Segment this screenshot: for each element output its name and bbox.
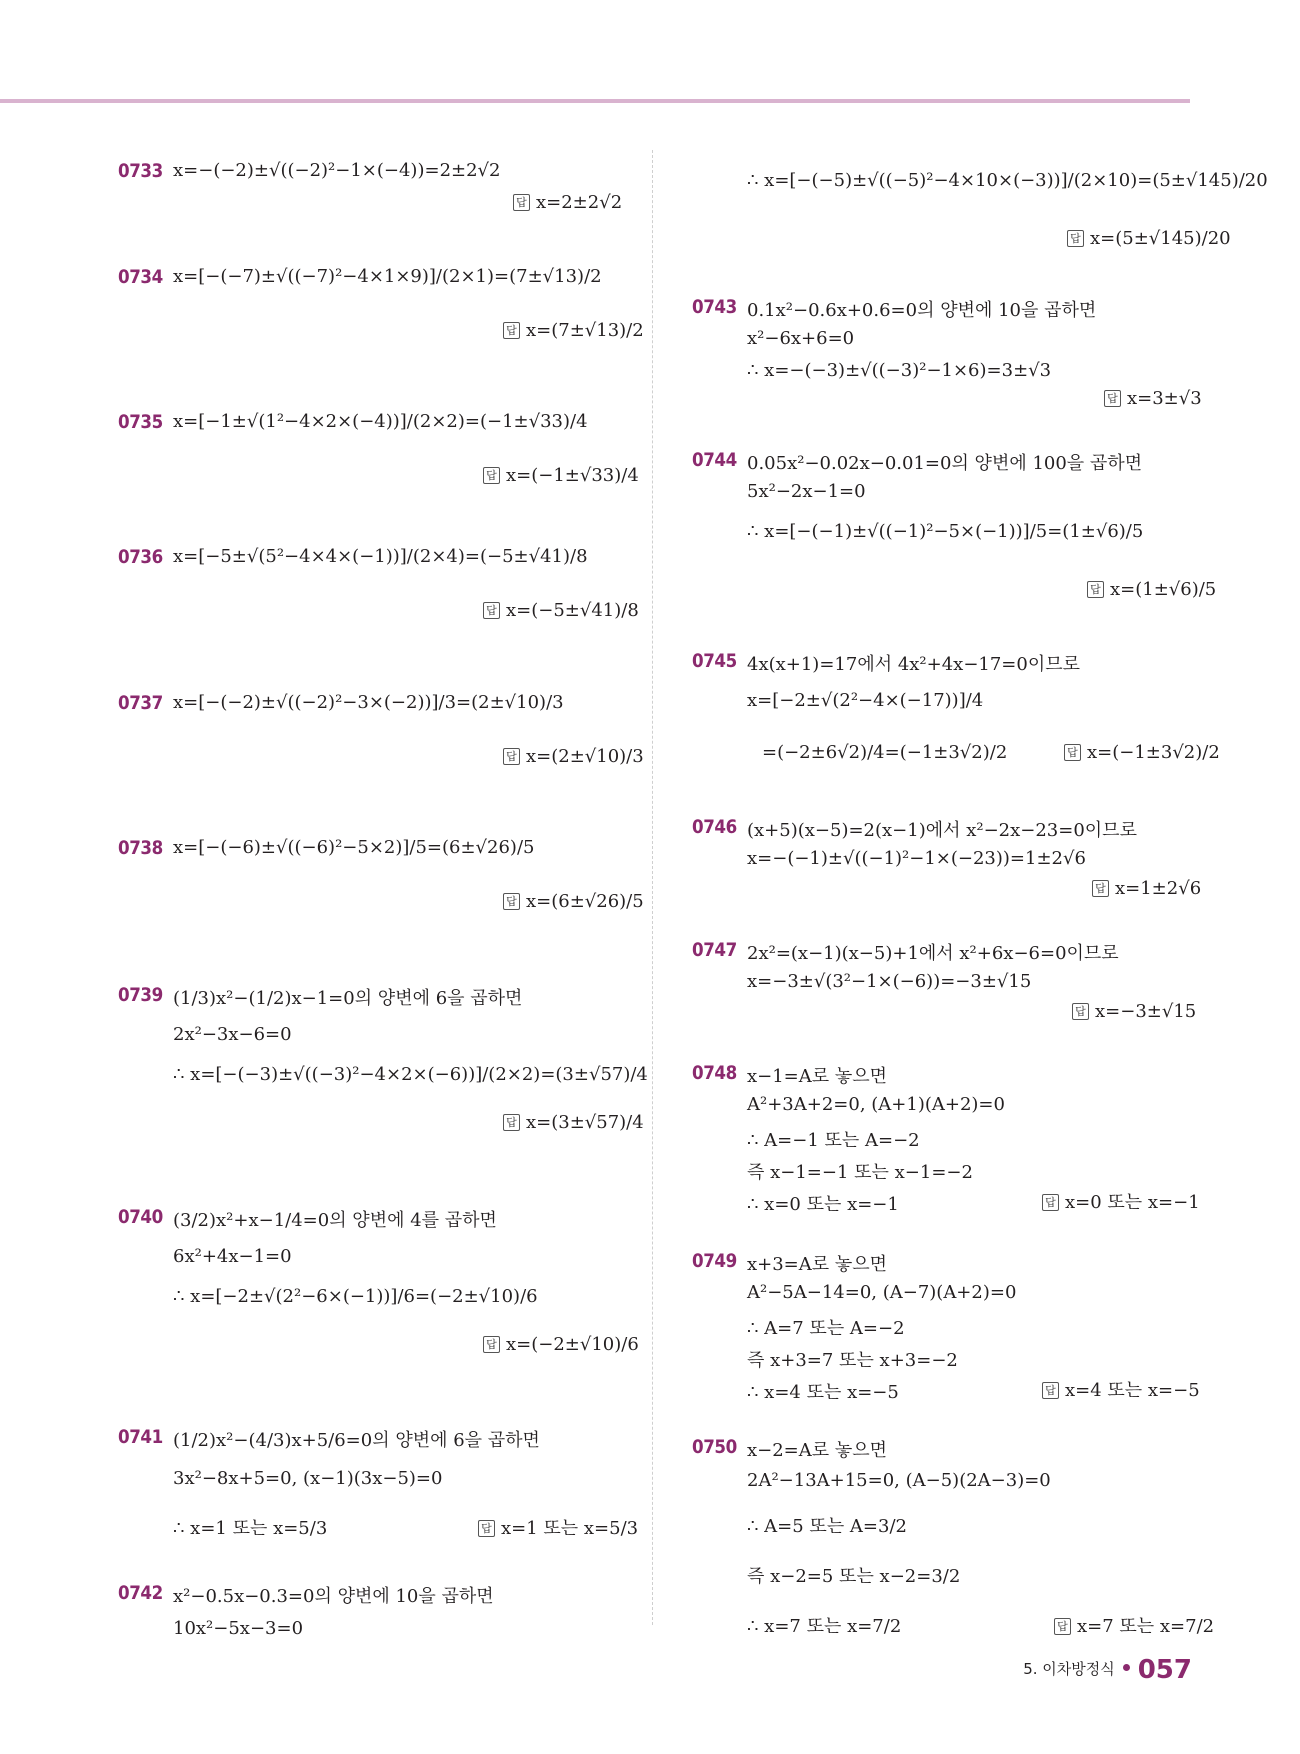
answer-badge: 답	[503, 322, 520, 339]
answer-badge: 답	[1104, 390, 1121, 407]
solution-line: ∴ A=7 또는 A=−2	[747, 1318, 905, 1339]
solution-line: x=−3±√(3²−1×(−6))=−3±√15	[747, 971, 1032, 992]
solution-line: (x+5)(x−5)=2(x−1)에서 x²−2x−23=0이므로	[747, 820, 1137, 841]
solution-line: (1/3)x²−(1/2)x−1=0의 양변에 6을 곱하면	[173, 988, 523, 1009]
answer: 답 x=(2±√10)/3	[503, 746, 644, 767]
solution-line: 6x²+4x−1=0	[173, 1246, 292, 1267]
solution-line: x=[−5±√(5²−4×4×(−1))]/(2×4)=(−5±√41)/8	[173, 546, 588, 567]
solution-line: ∴ x=[−(−1)±√((−1)²−5×(−1))]/5=(1±√6)/5	[747, 521, 1144, 542]
solution-line: 즉 x−1=−1 또는 x−1=−2	[747, 1162, 973, 1183]
problem-number: 0743	[692, 296, 737, 318]
solution-line: 0.05x²−0.02x−0.01=0의 양변에 100을 곱하면	[747, 453, 1143, 474]
solution-line: (1/2)x²−(4/3)x+5/6=0의 양변에 6을 곱하면	[173, 1430, 540, 1451]
answer-badge: 답	[1072, 1003, 1089, 1020]
answer: 답 x=2±2√2	[513, 192, 622, 213]
answer: 답 x=(−1±√33)/4	[483, 465, 639, 486]
answer: 답 x=−3±√15	[1072, 1001, 1196, 1022]
solution-line: 2A²−13A+15=0, (A−5)(2A−3)=0	[747, 1470, 1051, 1491]
solution-line: ∴ A=−1 또는 A=−2	[747, 1130, 920, 1151]
answer-badge: 답	[1042, 1382, 1059, 1399]
problem-number: 0741	[118, 1426, 163, 1448]
answer: 답 x=4 또는 x=−5	[1042, 1376, 1200, 1402]
answer-badge: 답	[1054, 1618, 1071, 1635]
answer-badge: 답	[503, 893, 520, 910]
solution-line: x=−(−2)±√((−2)²−1×(−4))=2±2√2	[173, 160, 501, 181]
solution-line: x=[−(−6)±√((−6)²−5×2)]/5=(6±√26)/5	[173, 837, 535, 858]
answer: 답 x=(3±√57)/4	[503, 1112, 644, 1133]
answer-badge: 답	[483, 602, 500, 619]
problem-number: 0735	[118, 411, 163, 433]
answer: 답 x=(5±√145)/20	[1067, 228, 1231, 249]
answer: 답 x=(−1±3√2)/2	[1064, 742, 1220, 763]
answer: 답 x=(7±√13)/2	[503, 320, 644, 341]
chapter-title: 5. 이차방정식	[1023, 1660, 1115, 1678]
answer: 답 x=0 또는 x=−1	[1042, 1188, 1200, 1214]
solution-line: x=−(−1)±√((−1)²−1×(−23))=1±2√6	[747, 848, 1086, 869]
problem-number: 0733	[118, 160, 163, 182]
solution-line: ∴ x=4 또는 x=−5	[747, 1382, 899, 1403]
solution-line: A²+3A+2=0, (A+1)(A+2)=0	[747, 1094, 1005, 1115]
problem-number: 0740	[118, 1206, 163, 1228]
solution-line: x−1=A로 놓으면	[747, 1066, 888, 1087]
answer-badge: 답	[503, 1114, 520, 1131]
solution-line: x+3=A로 놓으면	[747, 1254, 888, 1275]
solution-line: 5x²−2x−1=0	[747, 481, 866, 502]
solution-line: =(−2±6√2)/4=(−1±3√2)/2	[762, 742, 1008, 763]
solution-line: ∴ A=5 또는 A=3/2	[747, 1516, 907, 1537]
page-footer	[1023, 1655, 1192, 1685]
problem-number: 0747	[692, 939, 737, 961]
answer: 답 x=7 또는 x=7/2	[1054, 1612, 1214, 1638]
problem-number: 0737	[118, 692, 163, 714]
problem-number: 0748	[692, 1062, 737, 1084]
page-number: 057	[1137, 1655, 1192, 1685]
answer: 답 x=1 또는 x=5/3	[478, 1514, 638, 1540]
solution-line: 즉 x−2=5 또는 x−2=3/2	[747, 1566, 961, 1587]
answer-badge: 답	[1087, 581, 1104, 598]
solution-line: 10x²−5x−3=0	[173, 1618, 304, 1639]
answer-badge: 답	[1064, 744, 1081, 761]
problem-number: 0746	[692, 816, 737, 838]
solution-line: ∴ x=[−(−5)±√((−5)²−4×10×(−3))]/(2×10)=(5±√145)/20	[747, 170, 1268, 191]
answer: 답 x=1±2√6	[1092, 878, 1201, 899]
answer-badge: 답	[1092, 880, 1109, 897]
solution-line: 2x²=(x−1)(x−5)+1에서 x²+6x−6=0이므로	[747, 943, 1119, 964]
solution-line: 3x²−8x+5=0, (x−1)(3x−5)=0	[173, 1468, 443, 1489]
answer-badge: 답	[513, 194, 530, 211]
solution-line: x=[−(−7)±√((−7)²−4×1×9)]/(2×1)=(7±√13)/2	[173, 266, 602, 287]
problem-number: 0736	[118, 546, 163, 568]
solution-line: x²−6x+6=0	[747, 328, 855, 349]
solution-line: ∴ x=1 또는 x=5/3	[173, 1518, 328, 1539]
problem-number: 0745	[692, 650, 737, 672]
solution-line: 0.1x²−0.6x+0.6=0의 양변에 10을 곱하면	[747, 300, 1097, 321]
bullet-dot-icon	[1123, 1664, 1130, 1671]
problem-number: 0738	[118, 837, 163, 859]
solution-line: (3/2)x²+x−1/4=0의 양변에 4를 곱하면	[173, 1210, 497, 1231]
problem-number: 0744	[692, 449, 737, 471]
solution-line: x²−0.5x−0.3=0의 양변에 10을 곱하면	[173, 1586, 494, 1607]
answer-badge: 답	[1042, 1194, 1059, 1211]
answer: 답 x=3±√3	[1104, 388, 1202, 409]
problem-number: 0739	[118, 984, 163, 1006]
answer-badge: 답	[478, 1520, 495, 1537]
solution-line: 2x²−3x−6=0	[173, 1024, 292, 1045]
answer: 답 x=(−5±√41)/8	[483, 600, 639, 621]
problem-number: 0749	[692, 1250, 737, 1272]
solution-line: ∴ x=[−2±√(2²−6×(−1))]/6=(−2±√10)/6	[173, 1286, 538, 1307]
solution-line: x=[−1±√(1²−4×2×(−4))]/(2×2)=(−1±√33)/4	[173, 411, 588, 432]
answer-badge: 답	[483, 1336, 500, 1353]
solution-line: x=[−2±√(2²−4×(−17))]/4	[747, 690, 984, 711]
answer: 답 x=(6±√26)/5	[503, 891, 644, 912]
solution-line: ∴ x=−(−3)±√((−3)²−1×6)=3±√3	[747, 360, 1052, 381]
answer-badge: 답	[483, 467, 500, 484]
solution-line: x=[−(−2)±√((−2)²−3×(−2))]/3=(2±√10)/3	[173, 692, 564, 713]
column-divider	[652, 150, 653, 1625]
solution-line: 즉 x+3=7 또는 x+3=−2	[747, 1350, 958, 1371]
answer: 답 x=(1±√6)/5	[1087, 579, 1216, 600]
solution-line: ∴ x=7 또는 x=7/2	[747, 1616, 902, 1637]
answer-badge: 답	[1067, 230, 1084, 247]
solution-line: ∴ x=[−(−3)±√((−3)²−4×2×(−6))]/(2×2)=(3±√57)/4	[173, 1064, 648, 1085]
problem-number: 0734	[118, 266, 163, 288]
problem-number: 0750	[692, 1436, 737, 1458]
solution-line: x−2=A로 놓으면	[747, 1440, 888, 1461]
answer: 답 x=(−2±√10)/6	[483, 1334, 639, 1355]
answer-badge: 답	[503, 748, 520, 765]
solution-line: ∴ x=0 또는 x=−1	[747, 1194, 899, 1215]
problem-number: 0742	[118, 1582, 163, 1604]
solution-line: A²−5A−14=0, (A−7)(A+2)=0	[747, 1282, 1017, 1303]
header-rule	[0, 99, 1190, 103]
solution-line: 4x(x+1)=17에서 4x²+4x−17=0이므로	[747, 654, 1081, 675]
